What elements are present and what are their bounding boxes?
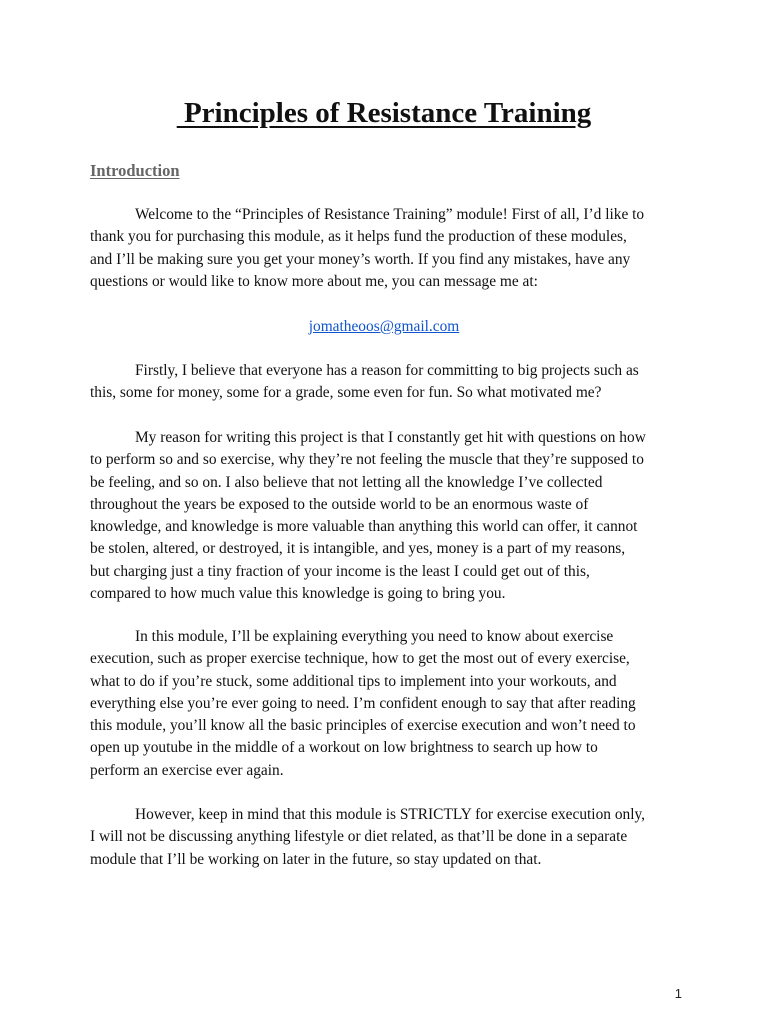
paragraph-welcome bbox=[90, 204, 690, 293]
paragraph-reason bbox=[90, 427, 690, 605]
page-number: 1 bbox=[674, 986, 682, 1001]
paragraph-line: module that I’ll be working on later in the future, so stay updated on that. bbox=[90, 850, 542, 868]
paragraph-line: However, keep in mind that this module is STRICTLY for exercise execution only, bbox=[135, 806, 646, 823]
paragraph-line: to perform so and so exercise, why they’re not feeling the muscle that they’re supposed to bbox=[90, 451, 644, 469]
paragraph-line: knowledge, and knowledge is more valuable than anything this world can offer, it cannot bbox=[90, 518, 638, 536]
paragraph-line: be feeling, and so on. I also believe that not letting all the knowledge I’ve collected bbox=[90, 473, 603, 491]
paragraph-line: In this module, I’ll be explaining everything you need to know about exercise bbox=[135, 628, 614, 645]
paragraph-line: perform an exercise ever again. bbox=[90, 761, 284, 779]
paragraph-scope-note bbox=[90, 804, 690, 871]
paragraph-line: questions or would like to know more about me, you can message me at: bbox=[90, 272, 538, 290]
paragraph-line: throughout the years be exposed to the outside world to be an enormous waste of bbox=[90, 495, 589, 513]
paragraph-line: compared to how much value this knowledge is going to bring you. bbox=[90, 585, 506, 603]
paragraph-line: I will not be discussing anything lifestyle or diet related, as that’ll be done in a separate bbox=[90, 828, 628, 846]
paragraph-line: open up youtube in the middle of a workout on low brightness to search up how to bbox=[90, 739, 598, 757]
paragraph-module-contents bbox=[90, 626, 690, 782]
section-heading-introduction: Introduction bbox=[90, 161, 180, 180]
paragraph-line: My reason for writing this project is that I constantly get hit with questions on how bbox=[135, 429, 646, 446]
paragraph-line: be stolen, altered, or destroyed, it is intangible, and yes, money is a part of my reasons, bbox=[90, 540, 626, 558]
page-title: Principles of Resistance Training bbox=[176, 97, 592, 129]
paragraph-line: this module, you’ll know all the basic principles of exercise execution and won’t need to bbox=[90, 717, 636, 735]
paragraph-line: Firstly, I believe that everyone has a reason for committing to big projects such as bbox=[135, 362, 639, 379]
paragraph-line: this, some for money, some for a grade, some even for fun. So what motivated me? bbox=[90, 384, 602, 402]
paragraph-line: thank you for purchasing this module, as it helps fund the production of these modules, bbox=[90, 228, 627, 246]
paragraph-line: Welcome to the “Principles of Resistance Training” module! First of all, I’d like to bbox=[135, 206, 645, 223]
paragraph-line: everything else you’re ever going to need. I’m confident enough to say that after reading bbox=[90, 694, 636, 712]
paragraph-line: and I’ll be making sure you get your money’s worth. If you find any mistakes, have any bbox=[90, 250, 631, 268]
email-link[interactable]: jomatheoos@gmail.com bbox=[308, 318, 460, 335]
paragraph-line: what to do if you’re stuck, some additional tips to implement into your workouts, and bbox=[90, 672, 617, 690]
paragraph-line: execution, such as proper exercise technique, how to get the most out of every exercise, bbox=[90, 650, 630, 668]
paragraph-motivation-intro bbox=[90, 360, 690, 405]
paragraph-line: but charging just a tiny fraction of your income is the least I could get out of this, bbox=[90, 562, 590, 580]
